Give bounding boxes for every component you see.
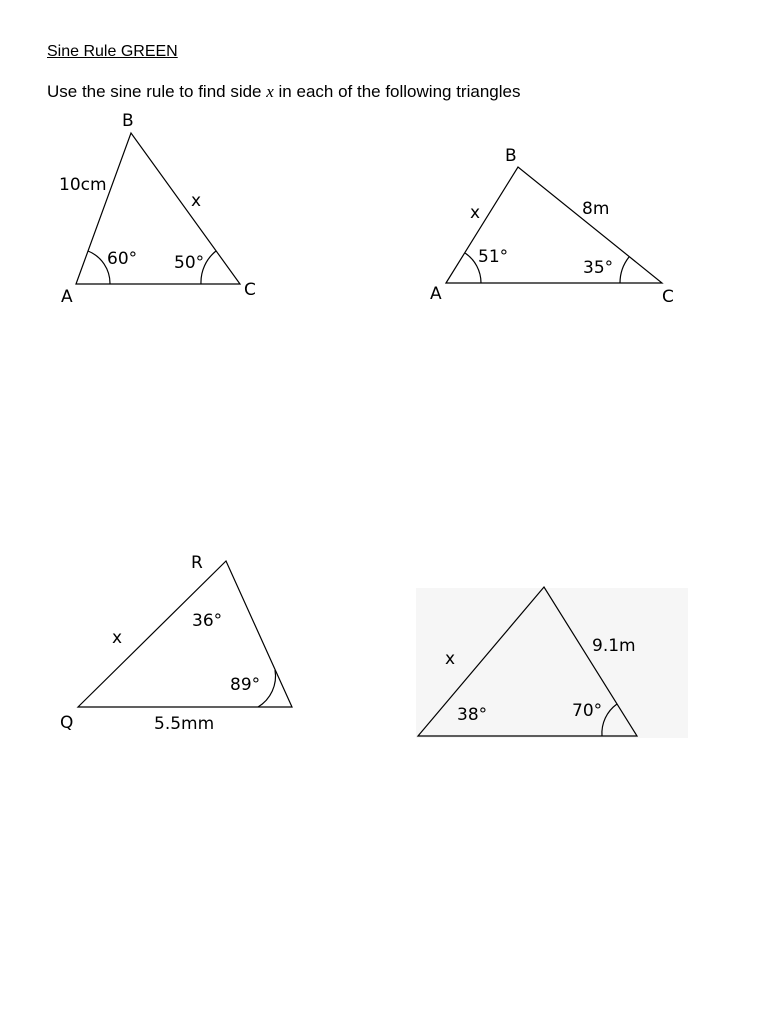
triangle-1-angle-c: 50° [174, 253, 205, 273]
triangle-2-side-bc: 8m [582, 199, 610, 219]
worksheet-title: Sine Rule GREEN [47, 43, 178, 60]
triangle-3-angle-arc-r [258, 670, 276, 707]
triangle-4-side-right: 9.1m [592, 636, 636, 656]
triangle-3-vertex-q: Q [60, 713, 74, 733]
instruction-after: in each of the following triangles [278, 82, 521, 101]
instruction-before: Use the sine rule to find side [47, 82, 262, 101]
triangle-1-angle-a: 60° [107, 249, 138, 269]
triangle-2-angle-c: 35° [583, 258, 614, 278]
instruction-variable: x [266, 82, 274, 101]
triangle-2-vertex-c: C [662, 287, 674, 307]
triangle-3-angle-r: 36° [192, 611, 223, 631]
triangle-1-vertex-b: B [122, 111, 134, 131]
triangle-3-vertex-r: R [191, 553, 203, 573]
triangle-2-angle-a: 51° [478, 247, 509, 267]
triangle-2-side-ab: x [470, 203, 481, 223]
triangle-3-angle-right: 89° [230, 675, 261, 695]
triangle-2 [430, 146, 674, 307]
triangle-1-side-bc: x [191, 191, 202, 211]
triangle-4-angle-left: 38° [457, 705, 488, 725]
triangle-3-side-qr: x [112, 628, 123, 648]
triangle-1 [59, 111, 256, 307]
triangle-1-side-ab: 10cm [59, 175, 107, 195]
triangle-1-outline [76, 133, 240, 284]
triangle-2-vertex-b: B [505, 146, 517, 166]
triangle-4 [416, 587, 688, 738]
triangle-1-vertex-a: A [61, 287, 73, 307]
triangle-4-side-left: x [445, 649, 456, 669]
triangle-2-angle-arc-c [620, 257, 629, 283]
triangle-3 [60, 553, 292, 734]
triangle-3-side-base: 5.5mm [154, 714, 215, 734]
triangle-4-angle-right: 70° [572, 701, 603, 721]
triangle-2-vertex-a: A [430, 284, 442, 304]
triangle-1-vertex-c: C [244, 280, 256, 300]
